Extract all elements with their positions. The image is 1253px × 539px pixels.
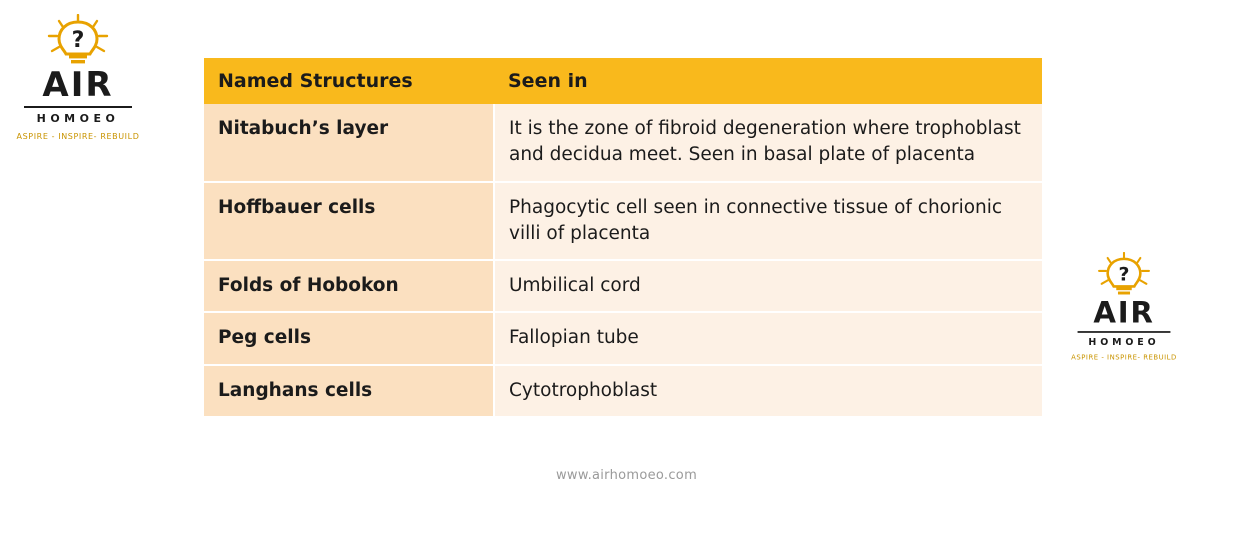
brand-tagline-small: ASPIRE - INSPIRE- REBUILD bbox=[1071, 353, 1177, 362]
lightbulb-icon bbox=[14, 14, 142, 66]
column-header-seen-in: Seen in bbox=[494, 58, 1042, 104]
brand-logo-watermark bbox=[1069, 252, 1179, 361]
table-header-row bbox=[204, 58, 1042, 104]
svg-text:?: ? bbox=[71, 28, 85, 53]
cell-structure-name: Nitabuch’s layer bbox=[204, 104, 494, 182]
brand-name-air: AIR bbox=[42, 65, 114, 105]
brand-name-homoeo-small: HOMOEO bbox=[1088, 336, 1160, 348]
brand-logo-main bbox=[14, 14, 142, 141]
cell-structure-name: Langhans cells bbox=[204, 365, 494, 416]
table-row bbox=[204, 182, 1042, 261]
table-row bbox=[204, 260, 1042, 312]
brand-wordmark bbox=[14, 65, 142, 105]
table-row bbox=[204, 365, 1042, 416]
cell-structure-name: Hoffbauer cells bbox=[204, 182, 494, 261]
cell-seen-in: Cytotrophoblast bbox=[494, 365, 1042, 416]
cell-seen-in: It is the zone of fibroid degeneration where trophoblast and decidua meet. Seen in basal plate of placenta bbox=[494, 104, 1042, 182]
cell-seen-in: Phagocytic cell seen in connective tissue of chorionic villi of placenta bbox=[494, 182, 1042, 261]
logo-divider bbox=[24, 106, 132, 108]
brand-wordmark-small bbox=[1069, 295, 1179, 331]
column-header-named-structures: Named Structures bbox=[204, 58, 494, 104]
table-row bbox=[204, 104, 1042, 182]
named-structures-table-container bbox=[204, 58, 1042, 416]
named-structures-table bbox=[204, 58, 1042, 416]
cell-structure-name: Folds of Hobokon bbox=[204, 260, 494, 312]
lightbulb-icon-small bbox=[1069, 252, 1179, 297]
cell-structure-name: Peg cells bbox=[204, 312, 494, 364]
brand-name-homoeo: HOMOEO bbox=[36, 112, 120, 125]
brand-name-air-small: AIR bbox=[1093, 295, 1155, 331]
table-row bbox=[204, 312, 1042, 364]
cell-seen-in: Fallopian tube bbox=[494, 312, 1042, 364]
brand-tagline: ASPIRE - INSPIRE- REBUILD bbox=[16, 132, 140, 141]
logo-divider-small bbox=[1078, 331, 1171, 333]
svg-text:?: ? bbox=[1118, 263, 1130, 286]
cell-seen-in: Umbilical cord bbox=[494, 260, 1042, 312]
footer-website: www.airhomoeo.com bbox=[555, 468, 698, 483]
